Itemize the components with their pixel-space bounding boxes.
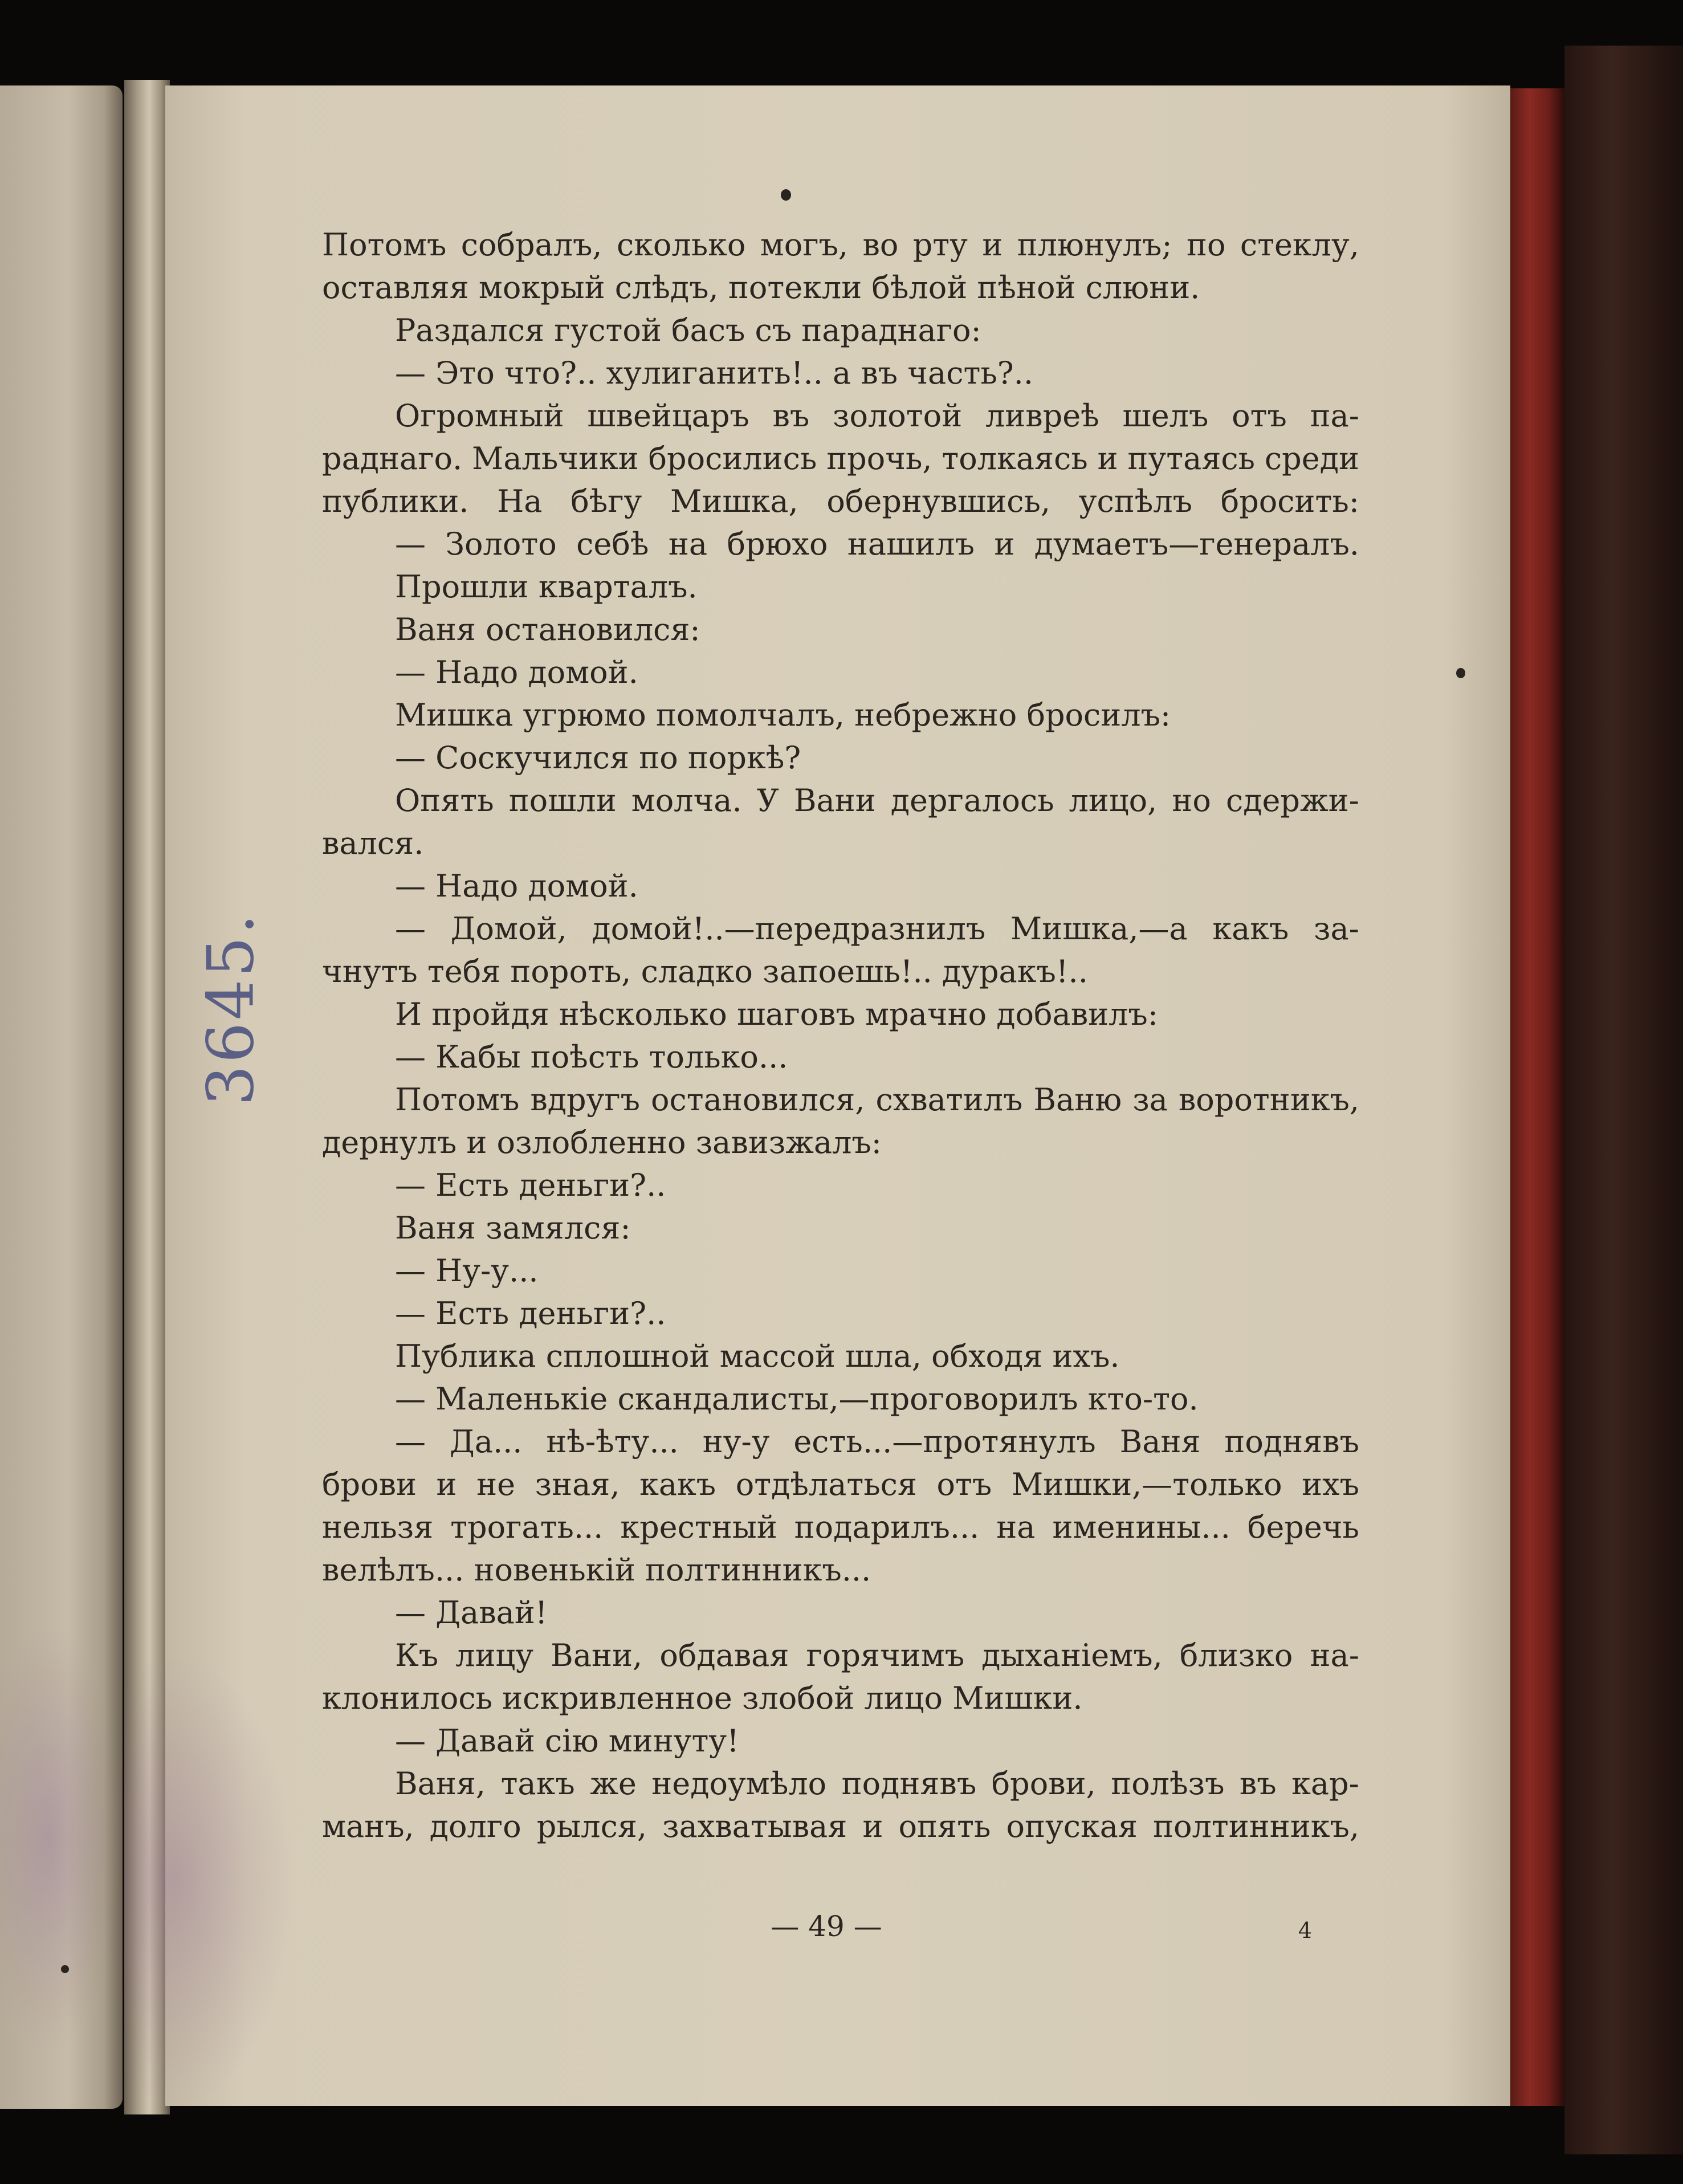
line-text: велѣлъ... новенькій полтинникъ...	[322, 1552, 871, 1588]
text-line	[322, 437, 1359, 480]
ink-dot	[1456, 668, 1465, 678]
word: какъ	[1212, 911, 1289, 947]
text-line	[322, 651, 1359, 694]
word: отъ	[936, 1466, 992, 1502]
word: лицо,	[1069, 783, 1158, 818]
word: беречь	[1247, 1509, 1359, 1545]
text-line	[322, 1121, 1359, 1164]
text-line	[322, 394, 1359, 437]
word: такъ	[500, 1766, 575, 1802]
text-line	[322, 523, 1359, 565]
word: толкаясь	[942, 441, 1088, 476]
cover-board	[1564, 46, 1683, 2154]
text-line	[322, 1078, 1359, 1121]
cover-edge	[1510, 88, 1564, 2106]
word: бросить:	[1220, 483, 1359, 519]
word: —	[395, 526, 426, 562]
word: брюхо	[727, 526, 828, 562]
text-line	[322, 1207, 1359, 1249]
text-line	[322, 223, 1359, 266]
text-line	[322, 1762, 1359, 1805]
word: ну-у	[702, 1424, 770, 1460]
word: схватилъ	[875, 1082, 1023, 1118]
word: горячимъ	[806, 1637, 965, 1673]
text-line	[322, 736, 1359, 779]
text-line	[322, 352, 1359, 394]
word: брови,	[991, 1766, 1096, 1802]
text-line	[322, 1506, 1359, 1549]
word: могъ,	[760, 227, 849, 263]
word: Да...	[449, 1424, 523, 1460]
line-text: Прошли кварталъ.	[395, 569, 698, 605]
line-text: — Маленькіе скандалисты,—проговорилъ кто-то.	[395, 1381, 1199, 1417]
text-line	[322, 1720, 1359, 1762]
ink-dot	[61, 1965, 69, 1973]
word: Мишка,—а	[1010, 911, 1188, 947]
word: публики.	[322, 483, 469, 519]
text-line	[322, 1634, 1359, 1677]
line-text: — Соскучился по поркѣ?	[395, 740, 801, 776]
line-text: — Ну-у...	[395, 1253, 539, 1289]
text-line	[322, 822, 1359, 865]
word: воротникъ,	[1178, 1082, 1359, 1118]
word: по	[1186, 227, 1226, 263]
word: брови	[322, 1466, 417, 1502]
word: Потомъ	[395, 1082, 520, 1118]
text-line	[322, 950, 1359, 993]
text-line	[322, 1036, 1359, 1078]
word: полѣзъ	[1111, 1766, 1225, 1802]
line-text: — Надо домой.	[395, 868, 638, 904]
word: Ваню	[1033, 1082, 1122, 1118]
word: Ваня	[1119, 1424, 1201, 1460]
text-line	[322, 266, 1359, 309]
word: нельзя	[322, 1509, 434, 1545]
word: опуская	[1006, 1808, 1138, 1844]
word: Ваня,	[395, 1766, 486, 1802]
word: манъ,	[322, 1808, 414, 1844]
word: въ	[772, 398, 810, 434]
word: Мишка,	[670, 483, 798, 519]
text-line	[322, 1164, 1359, 1207]
line-text: чнутъ тебя пороть, сладко запоешь!.. дуракъ!..	[322, 954, 1088, 989]
word: поднявъ	[841, 1766, 977, 1802]
word: прочь,	[826, 441, 932, 476]
line-text: — Есть деньги?..	[395, 1295, 666, 1331]
ink-dot	[781, 189, 791, 201]
word: Мальчики	[472, 441, 639, 476]
word: на	[996, 1509, 1036, 1545]
word: недоумѣло	[651, 1766, 827, 1802]
word: На	[497, 483, 543, 519]
word: какъ	[639, 1466, 716, 1502]
word: Домой,	[450, 911, 567, 947]
line-text: — Надо домой.	[395, 654, 638, 690]
word: Вани,	[551, 1637, 643, 1673]
line-text: клонилось искривленное злобой лицо Мишки.	[322, 1680, 1083, 1716]
word: и	[862, 1808, 883, 1844]
word: Опять	[395, 783, 494, 818]
word: отъ	[1232, 398, 1287, 434]
text-line	[322, 1591, 1359, 1634]
word: путаясь	[1127, 441, 1256, 476]
word: и	[994, 526, 1015, 562]
word: захватывая	[662, 1808, 847, 1844]
word: и	[982, 227, 1003, 263]
body-text	[322, 223, 1359, 1848]
line-text: — Давай сію минуту!	[395, 1723, 739, 1759]
word: шелъ	[1122, 398, 1209, 434]
word: лицу	[455, 1637, 534, 1673]
stain	[0, 1624, 123, 2052]
text-line	[322, 480, 1359, 523]
word: плюнулъ;	[1017, 227, 1172, 263]
word: собралъ,	[461, 227, 602, 263]
text-line	[322, 865, 1359, 907]
word: во	[862, 227, 899, 263]
shelf-mark-handwritten	[185, 889, 276, 1128]
line-text: оставляя мокрый слѣдъ, потекли бѣлой пѣной слюни.	[322, 270, 1200, 305]
signature-mark: 4	[1298, 1918, 1313, 1943]
word: дергалось	[890, 783, 1054, 818]
word: Потомъ	[322, 227, 447, 263]
text-line	[322, 993, 1359, 1036]
word: же	[590, 1766, 637, 1802]
word: бросились	[648, 441, 817, 476]
word: па-	[1310, 398, 1359, 434]
line-text: Ваня остановился:	[395, 612, 700, 647]
text-line	[322, 1549, 1359, 1591]
line-text: И пройдя нѣсколько шаговъ мрачно добавилъ:	[395, 996, 1158, 1032]
word: домой!..—передразнилъ	[592, 911, 986, 947]
word: нашилъ	[847, 526, 975, 562]
line-text: дернулъ и озлобленно завизжалъ:	[322, 1124, 882, 1160]
word: Мишки,—только	[1011, 1466, 1282, 1502]
word: думаетъ—генералъ.	[1034, 526, 1359, 562]
text-line	[322, 1335, 1359, 1378]
word: и	[1097, 441, 1118, 476]
text-line	[322, 694, 1359, 736]
text-line	[322, 1677, 1359, 1720]
word: за-	[1314, 911, 1359, 947]
word: отдѣлаться	[735, 1466, 917, 1502]
word: остановился,	[651, 1082, 865, 1118]
word: Огромный	[395, 398, 564, 434]
word: въ	[1239, 1766, 1277, 1802]
page-number: — 49 —	[771, 1910, 882, 1943]
line-text: Раздался густой басъ съ параднаго:	[395, 312, 981, 348]
word: зная,	[535, 1466, 620, 1502]
text-line	[322, 907, 1359, 950]
text-line	[322, 1378, 1359, 1420]
line-text: — Давай!	[395, 1595, 548, 1631]
word: У	[756, 783, 779, 818]
text-line	[322, 565, 1359, 608]
word: не	[476, 1466, 516, 1502]
text-line	[322, 1805, 1359, 1848]
word: обернувшись,	[826, 483, 1051, 519]
word: стеклу,	[1240, 227, 1359, 263]
word: обдавая	[659, 1637, 789, 1673]
word: среди	[1264, 441, 1359, 476]
word: за	[1132, 1082, 1168, 1118]
word: крестный	[620, 1509, 777, 1545]
word: опять	[898, 1808, 991, 1844]
word: сдержи-	[1225, 783, 1359, 818]
word: вдругъ	[530, 1082, 640, 1118]
text-line	[322, 309, 1359, 352]
text-line	[322, 779, 1359, 822]
word: и	[436, 1466, 457, 1502]
word: на-	[1310, 1637, 1359, 1673]
word: сколько	[616, 227, 746, 263]
line-text: Ваня замялся:	[395, 1210, 631, 1246]
word: молча.	[631, 783, 742, 818]
word: ихъ	[1302, 1466, 1359, 1502]
word: полтинникъ,	[1153, 1808, 1359, 1844]
text-line	[322, 1292, 1359, 1335]
word: трогать...	[450, 1509, 604, 1545]
word: успѣлъ	[1078, 483, 1192, 519]
line-text: вался.	[322, 825, 424, 861]
text-line	[322, 1420, 1359, 1463]
word: дыханіемъ,	[981, 1637, 1163, 1673]
word: рту	[912, 227, 968, 263]
word: ливреѣ	[985, 398, 1099, 434]
word: Золото	[445, 526, 557, 562]
word: раднаго.	[322, 441, 463, 476]
word: нѣ-ѣту...	[546, 1424, 679, 1460]
word: близко	[1179, 1637, 1293, 1673]
word: пошли	[508, 783, 617, 818]
word: рылся,	[536, 1808, 647, 1844]
line-text: Мишка угрюмо помолчалъ, небрежно бросилъ:	[395, 697, 1171, 733]
word: —	[395, 911, 426, 947]
line-text: — Есть деньги?..	[395, 1167, 666, 1203]
word: швейцаръ	[587, 398, 749, 434]
text-line	[322, 608, 1359, 651]
word: есть...—протянулъ	[793, 1424, 1096, 1460]
word: подарилъ...	[794, 1509, 980, 1545]
word: на	[668, 526, 708, 562]
word: долго	[429, 1808, 521, 1844]
word: но	[1172, 783, 1211, 818]
word: Къ	[395, 1637, 439, 1673]
word: Вани	[793, 783, 876, 818]
word: именины...	[1052, 1509, 1230, 1545]
line-text: — Кабы поѣсть только...	[395, 1039, 788, 1075]
word: —	[395, 1424, 426, 1460]
line-text: — Это что?.. хулиганить!.. а въ часть?..	[395, 355, 1033, 391]
word: золотой	[833, 398, 963, 434]
shelf-mark-text: 3645.	[194, 911, 268, 1106]
word: бѣгу	[570, 483, 642, 519]
line-text: Публика сплошной массой шла, обходя ихъ.	[395, 1338, 1120, 1374]
text-line	[322, 1463, 1359, 1506]
word: себѣ	[576, 526, 649, 562]
book-spine	[124, 80, 170, 2114]
word: поднявъ	[1224, 1424, 1359, 1460]
word: кар-	[1291, 1766, 1359, 1802]
text-line	[322, 1249, 1359, 1292]
